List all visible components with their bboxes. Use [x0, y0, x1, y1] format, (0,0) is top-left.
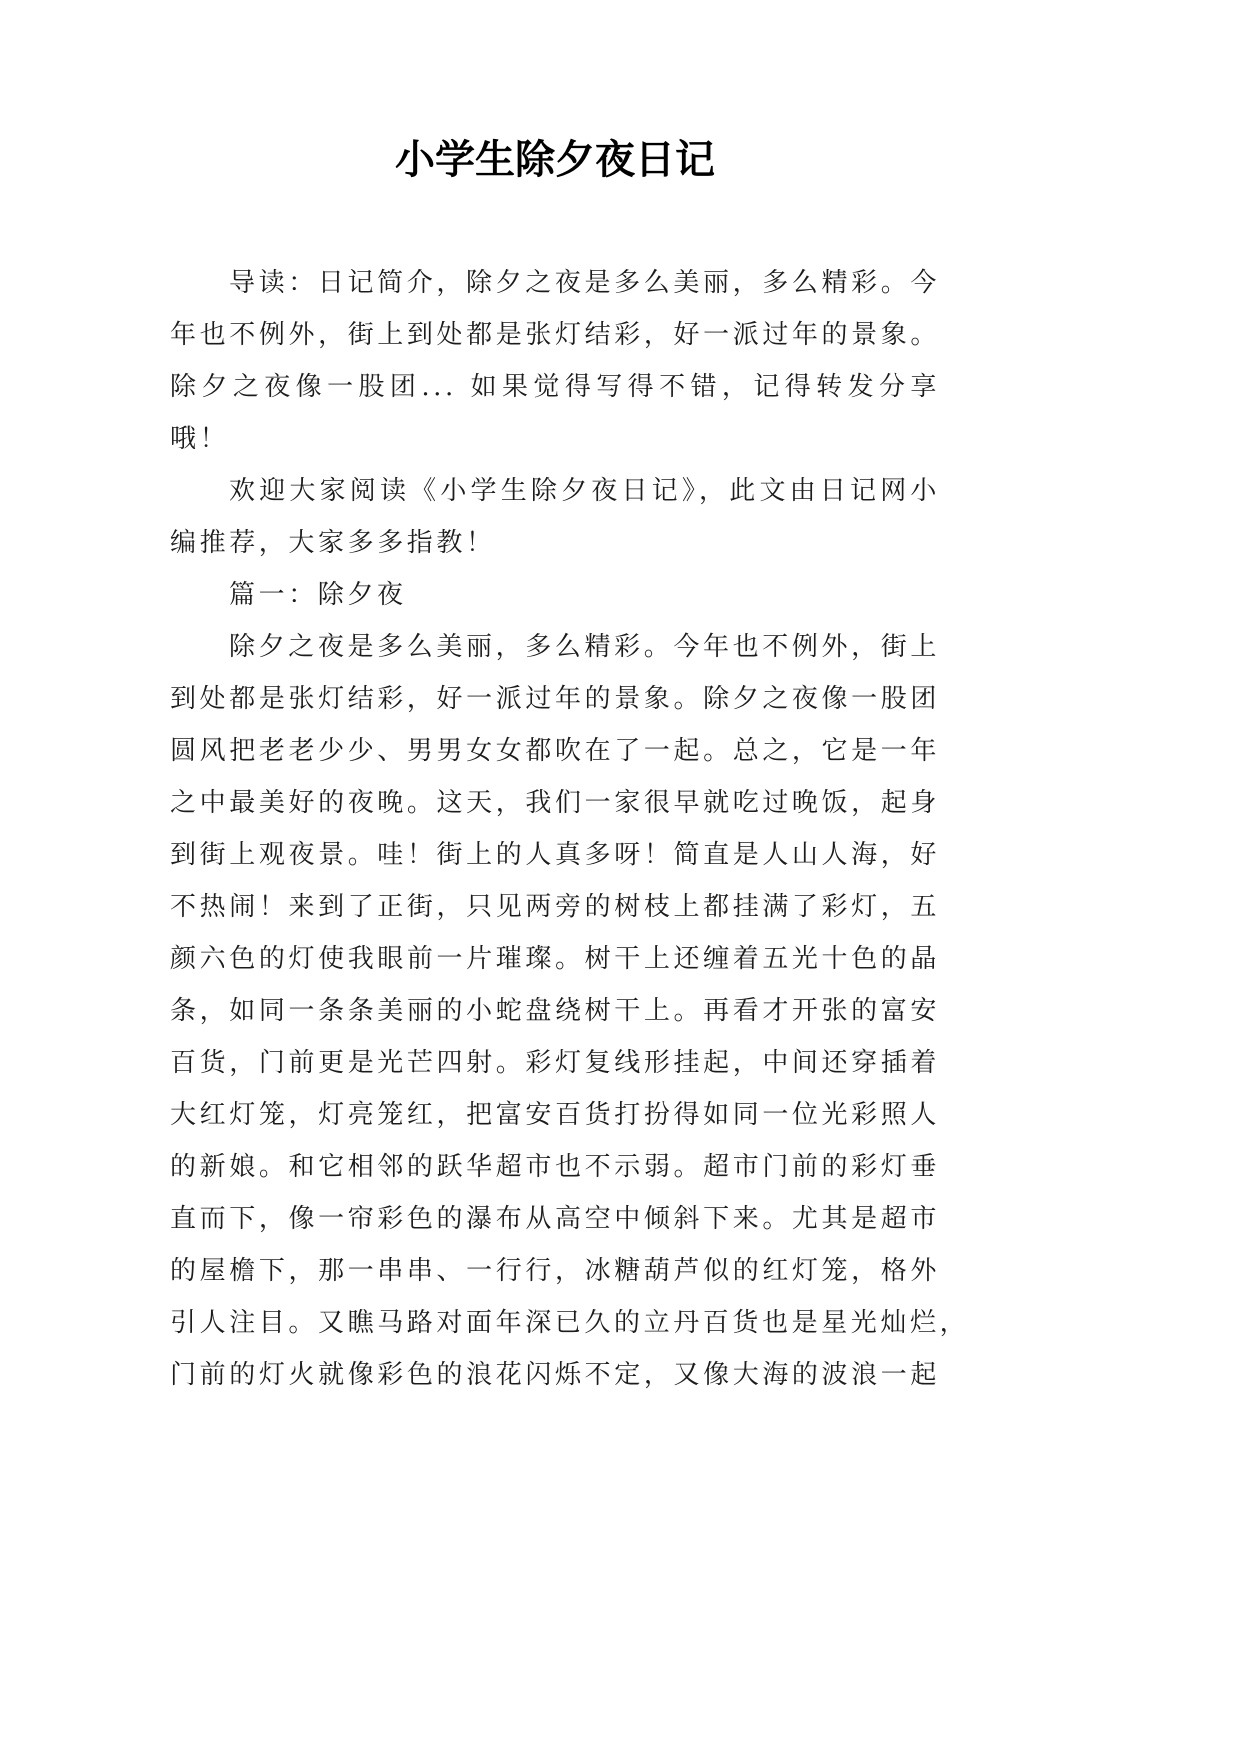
- paragraph-line: 到街上观夜景。哇！街上的人真多呀！简直是人山人海，好: [170, 840, 940, 870]
- section-heading: [170, 569, 940, 621]
- paragraph-line: 圆风把老老少少、男男女女都吹在了一起。总之，它是一年: [170, 736, 940, 766]
- paragraph-line: 颜六色的灯使我眼前一片璀璨。树干上还缠着五光十色的晶: [170, 944, 940, 974]
- paragraph-line: 编推荐，大家多多指教！: [170, 528, 496, 558]
- paragraph-line: 年也不例外，街上到处都是张灯结彩，好一派过年的景象。: [170, 320, 940, 350]
- paragraph-line: 欢迎大家阅读《小学生除夕夜日记》，此文由日记网小: [229, 476, 940, 506]
- document-body: [170, 257, 970, 1401]
- paragraph-line: 条，如同一条条美丽的小蛇盘绕树干上。再看才开张的富安: [170, 996, 940, 1026]
- paragraph-line: 门前的灯火就像彩色的浪花闪烁不定，又像大海的波浪一起: [170, 1360, 940, 1390]
- paragraph-line: 大红灯笼，灯亮笼红，把富安百货打扮得如同一位光彩照人: [170, 1100, 940, 1130]
- paragraph-line: 除夕之夜像一股团... 如果觉得写得不错，记得转发分享: [170, 372, 940, 402]
- paragraph-line: 之中最美好的夜晚。这天，我们一家很早就吃过晚饭，起身: [170, 788, 940, 818]
- document-title: 小学生除夕夜日记: [395, 136, 715, 183]
- paragraph-line: 导读：日记简介，除夕之夜是多么美丽，多么精彩。今: [229, 268, 940, 298]
- paragraph-line: 的屋檐下，那一串串、一行行，冰糖葫芦似的红灯笼，格外: [170, 1256, 940, 1286]
- section-heading-text: 篇一：除夕夜: [229, 580, 407, 610]
- paragraph-welcome: [170, 465, 940, 569]
- paragraph-line: 的新娘。和它相邻的跃华超市也不示弱。超市门前的彩灯垂: [170, 1152, 940, 1182]
- paragraph-line: 直而下，像一帘彩色的瀑布从高空中倾斜下来。尤其是超市: [170, 1204, 940, 1234]
- paragraph-line: 哦！: [170, 424, 230, 454]
- paragraph-line: 百货，门前更是光芒四射。彩灯复线形挂起，中间还穿插着: [170, 1048, 940, 1078]
- paragraph-line: 除夕之夜是多么美丽，多么精彩。今年也不例外，街上: [229, 632, 940, 662]
- paragraph-intro: [170, 257, 940, 465]
- paragraph-line: 引人注目。又瞧马路对面年深已久的立丹百货也是星光灿烂，: [170, 1308, 970, 1338]
- paragraph-line: 到处都是张灯结彩，好一派过年的景象。除夕之夜像一股团: [170, 684, 940, 714]
- paragraph-body: [170, 621, 970, 1401]
- paragraph-line: 不热闹！来到了正街，只见两旁的树枝上都挂满了彩灯，五: [170, 892, 940, 922]
